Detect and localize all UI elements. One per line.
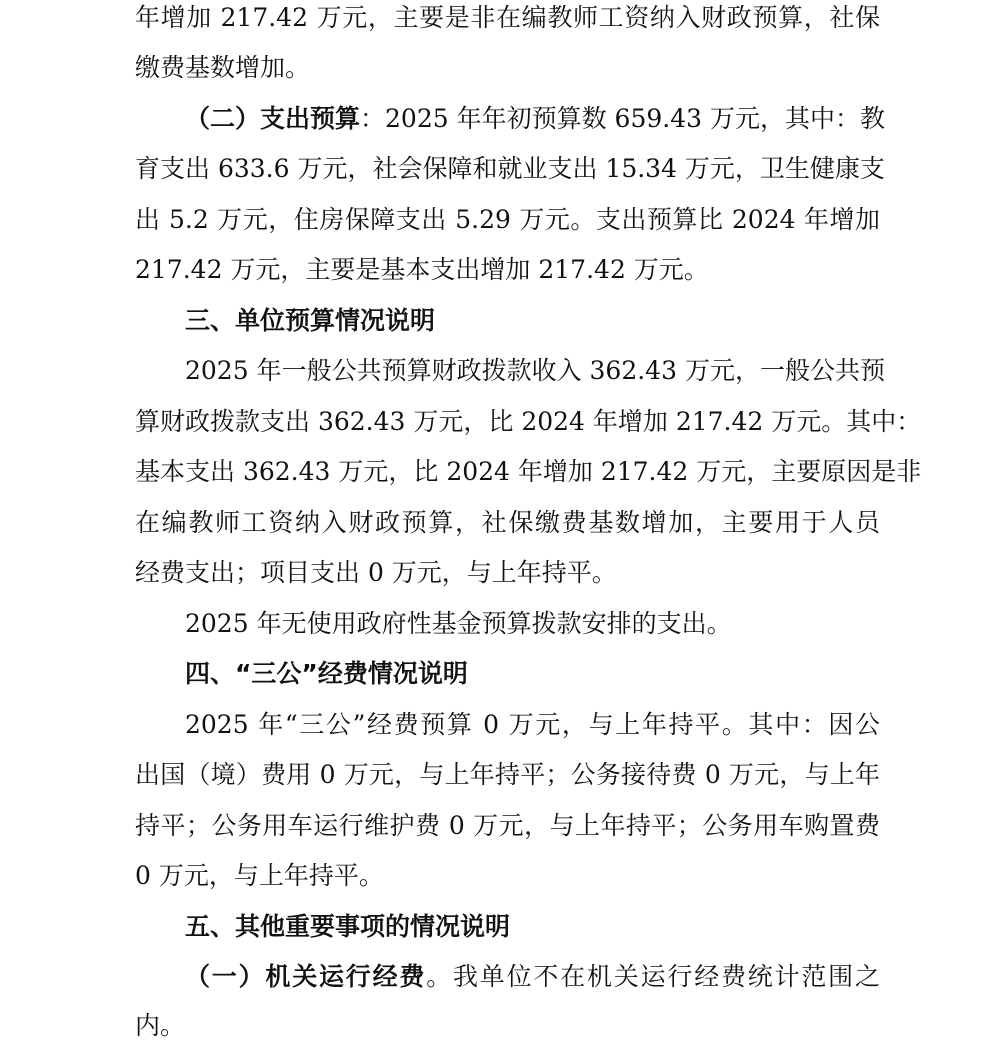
paragraph-line — [185, 103, 885, 153]
section-heading-unit-budget: 三、单位预算情况说明 — [185, 306, 436, 335]
paragraph-line: 经费支出；项目支出 0 万元，与上年持平。 — [135, 558, 617, 587]
section-heading-other-matters: 五、其他重要事项的情况说明 — [185, 912, 511, 941]
paragraph-line — [185, 961, 880, 1011]
paragraph-line: 持平；公务用车运行维护费 0 万元，与上年持平；公务用车购置费 — [135, 811, 880, 840]
paragraph-line: 2025 年无使用政府性基金预算拨款安排的支出。 — [185, 609, 732, 638]
subheading-office-expenses: （一）机关运行经费 — [185, 962, 427, 991]
paragraph-line: 算财政拨款支出 362.43 万元，比 2024 年增加 217.42 万元。其中： — [135, 407, 922, 436]
subheading-expense-budget: （二）支出预算 — [185, 104, 361, 133]
paragraph-line: 育支出 633.6 万元，社会保障和就业支出 15.34 万元，卫生健康支 — [135, 154, 885, 183]
paragraph-line: 内。 — [135, 1011, 186, 1040]
paragraph-line: 0 万元，与上年持平。 — [135, 861, 384, 890]
paragraph-line: 217.42 万元，主要是基本支出增加 217.42 万元。 — [135, 255, 709, 284]
section-heading-three-public: 四、“三公”经费情况说明 — [185, 659, 468, 688]
paragraph-line: 2025 年“三公”经费预算 0 万元，与上年持平。其中：因公 — [185, 710, 880, 739]
paragraph-line: 2025 年一般公共预算财政拨款收入 362.43 万元，一般公共预 — [185, 356, 885, 385]
paragraph-line: 出 5.2 万元，住房保障支出 5.29 万元。支出预算比 2024 年增加 — [135, 205, 880, 234]
paragraph-line: 年增加 217.42 万元，主要是非在编教师工资纳入财政预算，社保 — [135, 3, 880, 32]
paragraph-line: 出国（境）费用 0 万元，与上年持平；公务接待费 0 万元，与上年 — [135, 760, 880, 789]
paragraph-text: 。我单位不在机关运行经费统计范围之 — [426, 962, 880, 991]
paragraph-line: 缴费基数增加。 — [135, 53, 311, 82]
paragraph-line: 在编教师工资纳入财政预算，社保缴费基数增加，主要用于人员 — [135, 508, 880, 537]
paragraph-text: ：2025 年年初预算数 659.43 万元，其中：教 — [360, 104, 885, 133]
paragraph-line: 基本支出 362.43 万元，比 2024 年增加 217.42 万元，主要原因是非 — [135, 457, 922, 486]
